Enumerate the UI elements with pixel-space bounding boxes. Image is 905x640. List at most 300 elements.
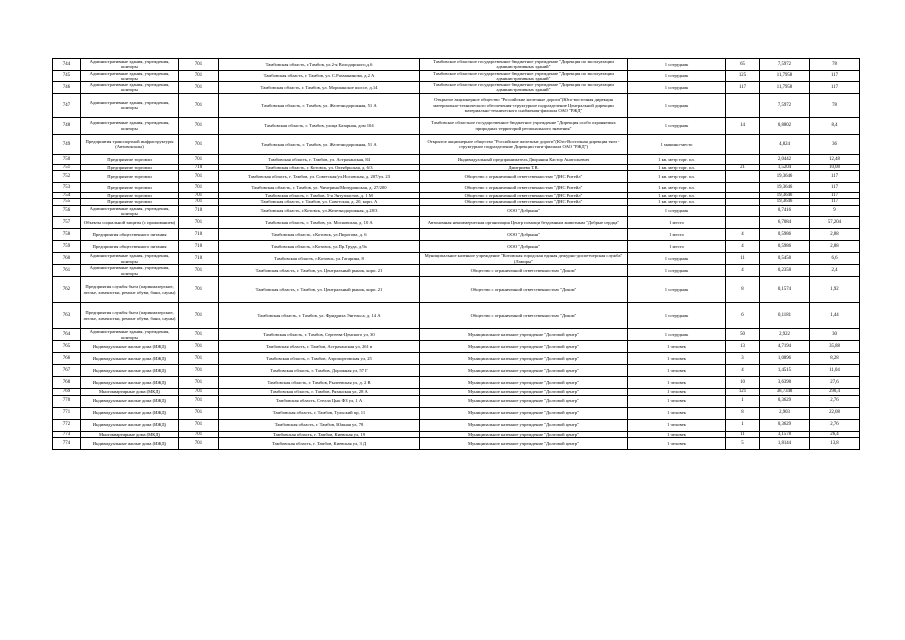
- volume-value-cell: 0,8802: [760, 117, 810, 134]
- calc-unit-cell: 1 человек: [628, 407, 726, 419]
- municipal-code-cell: 701: [179, 277, 219, 303]
- table-row: [53, 59, 860, 71]
- address-cell: Тамбовская область, г. Тамбов, ул. Астраханская, 84: [219, 154, 420, 164]
- object-type-cell: Индивидуальные жилые дома (ИЖД): [81, 407, 179, 419]
- volume-value-cell: 38,7348: [760, 389, 810, 395]
- unit-count-cell: 11: [726, 431, 760, 437]
- unit-count-cell: 3: [726, 353, 760, 365]
- organization-cell: Муниципальное казенное учреждение "Долговой центр": [420, 353, 628, 365]
- table-row: [53, 419, 860, 431]
- address-cell: Тамбовская область, г. Тамбов, ул. Московская, д. 10 А: [219, 217, 420, 229]
- object-type-cell: Административные здания, учреждения, конторы: [81, 205, 179, 217]
- row-number-cell: 760: [53, 253, 81, 265]
- calc-unit-cell: 1 человек: [628, 431, 726, 437]
- row-number-cell: 771: [53, 407, 81, 419]
- volume-value-cell: 0,2358: [760, 265, 810, 277]
- municipal-code-cell: 701: [179, 154, 219, 164]
- unit-count-cell: 4: [726, 365, 760, 377]
- object-type-cell: Объекты социальной защиты (с проживанием): [81, 217, 179, 229]
- municipal-code-cell: 701: [179, 171, 219, 183]
- organization-cell: Муниципальное казенное учреждение "Долговой центр": [420, 407, 628, 419]
- volume-value-cell: 1,0896: [760, 353, 810, 365]
- row-number-cell: 759: [53, 241, 81, 253]
- volume-value-cell: 6,7084: [760, 217, 810, 229]
- organization-cell: Общество с ограниченной ответственностью "ДНС Ритейл": [420, 193, 628, 199]
- organization-cell: Тамбовское областное государственное бюджетное учреждение "Дирекция по эксплуатации административных зданий": [420, 82, 628, 94]
- volume-value-cell: 7,5972: [760, 59, 810, 71]
- table-row: [53, 217, 860, 229]
- table-row: [53, 93, 860, 117]
- object-type-cell: Индивидуальные жилые дома (ИЖД): [81, 365, 179, 377]
- unit-count-cell: 21: [726, 164, 760, 170]
- organization-cell: Индивидуальный предприниматель Дворянин Кастор Анатольевич: [420, 154, 628, 164]
- address-cell: Тамбовская область, г. Тамбов, ул. Фридриха Энгельса, д. 14 А: [219, 303, 420, 329]
- object-type-cell: Административные здания, учреждения, конторы: [81, 117, 179, 134]
- calc-unit-cell: 1 сотрудник: [628, 70, 726, 82]
- volume-value-cell: 0,3629: [760, 395, 810, 407]
- address-cell: Тамбовская область, г. Тамбов, Сергеева-Ценского ул, 30: [219, 329, 420, 341]
- table-row: [53, 395, 860, 407]
- address-cell: Тамбовская область, г. Тамбов, ул. Железнодорожная, 51 А: [219, 134, 420, 154]
- mass-value-cell: 2,88: [810, 229, 860, 241]
- mass-value-cell: 1,44: [810, 303, 860, 329]
- unit-count-cell: 14: [726, 117, 760, 134]
- table-row: [53, 171, 860, 183]
- organization-cell: ООО "Добрыня": [420, 205, 628, 217]
- volume-value-cell: 19,3646: [760, 199, 810, 205]
- unit-count-cell: 6: [726, 303, 760, 329]
- mass-value-cell: 27,6: [810, 377, 860, 389]
- object-type-cell: Индивидуальные жилые дома (ИЖД): [81, 437, 179, 449]
- address-cell: Тамбовская область, г. Тамбов, ул. Советская/ул.Носовская, д. 207/ул. 23: [219, 171, 420, 183]
- organization-cell: Общество с ограниченной ответственностью "Доком": [420, 265, 628, 277]
- table-row: [53, 303, 860, 329]
- unit-count-cell: 125: [726, 70, 760, 82]
- volume-value-cell: 11,7958: [760, 82, 810, 94]
- row-number-cell: 764: [53, 329, 81, 341]
- organization-cell: Тамбовское областное государственное бюджетное учреждение "Дирекция особо охраняемых природных территорий регионального значения": [420, 117, 628, 134]
- volume-value-cell: 0,1181: [760, 303, 810, 329]
- address-cell: Тамбовская область, г. Тамбов, Тульский пр, 11: [219, 407, 420, 419]
- mass-value-cell: 30: [810, 329, 860, 341]
- mass-value-cell: 13,8: [810, 437, 860, 449]
- mass-value-cell: 10,08: [810, 164, 860, 170]
- unit-count-cell: 4: [726, 241, 760, 253]
- mass-value-cell: 117: [810, 70, 860, 82]
- object-type-cell: Административные здания, учреждения, конторы: [81, 70, 179, 82]
- row-number-cell: 744: [53, 59, 81, 71]
- municipal-code-cell: 701: [179, 431, 219, 437]
- unit-count-cell: 1: [726, 395, 760, 407]
- address-cell: Тамбовская область, г. Тамбов, Аэропортовская ул, 25: [219, 353, 420, 365]
- table-row: [53, 183, 860, 193]
- object-type-cell: Многоквартирные дома (МКД): [81, 389, 179, 395]
- document-sheet: [52, 58, 859, 450]
- organization-cell: Общество с ограниченной ответственностью "ДНС Ритейл": [420, 183, 628, 193]
- organization-cell: Автономная некоммерческая организация Центр помощи бездомным животным "Добрые сердца": [420, 217, 628, 229]
- row-number-cell: 773: [53, 431, 81, 437]
- volume-value-cell: 4,824: [760, 134, 810, 154]
- unit-count-cell: 1: [726, 419, 760, 431]
- table-row: [53, 329, 860, 341]
- table-row: [53, 70, 860, 82]
- table-row: [53, 407, 860, 419]
- object-type-cell: Предприятия общественного питания: [81, 241, 179, 253]
- row-number-cell: 754: [53, 193, 81, 199]
- table-row: [53, 353, 860, 365]
- mass-value-cell: 78: [810, 59, 860, 71]
- calc-unit-cell: 1 человек: [628, 437, 726, 449]
- municipal-code-cell: 710: [179, 241, 219, 253]
- organization-cell: Муниципальное казенное учреждение "Долговой центр": [420, 395, 628, 407]
- mass-value-cell: 117: [810, 193, 860, 199]
- row-number-cell: 770: [53, 395, 81, 407]
- table-row: [53, 117, 860, 134]
- calc-unit-cell: 1 сотрудник: [628, 93, 726, 117]
- object-type-cell: Административные здания, учреждения, конторы: [81, 93, 179, 117]
- calc-unit-cell: 1 сотрудник: [628, 329, 726, 341]
- table-row: [53, 241, 860, 253]
- volume-value-cell: 11,7958: [760, 70, 810, 82]
- row-number-cell: 769: [53, 389, 81, 395]
- organization-cell: Общество с ограниченной ответственностью "ДНС Ритейл": [420, 199, 628, 205]
- object-type-cell: Индивидуальные жилые дома (ИЖД): [81, 395, 179, 407]
- row-number-cell: 772: [53, 419, 81, 431]
- municipal-code-cell: 701: [179, 134, 219, 154]
- calc-unit-cell: 1 кв. метр торг. пл.: [628, 171, 726, 183]
- row-number-cell: 768: [53, 377, 81, 389]
- calc-unit-cell: 1 кв. метр торг. пл.: [628, 183, 726, 193]
- calc-unit-cell: 1 кв. метр торг. пл.: [628, 199, 726, 205]
- unit-count-cell: 117: [726, 82, 760, 94]
- mass-value-cell: 26,4: [810, 431, 860, 437]
- mass-value-cell: 290,4: [810, 389, 860, 395]
- volume-value-cell: 2,0442: [760, 154, 810, 164]
- row-number-cell: 753: [53, 183, 81, 193]
- unit-count-cell: 8: [726, 407, 760, 419]
- address-cell: Тамбовская область, г. Тамбов, Киевская ул, 3 Д: [219, 437, 420, 449]
- row-number-cell: 763: [53, 303, 81, 329]
- table-row: [53, 154, 860, 164]
- volume-value-cell: 0,5986: [760, 241, 810, 253]
- municipal-code-cell: 701: [179, 303, 219, 329]
- calc-unit-cell: 1 сотрудник: [628, 205, 726, 217]
- calc-unit-cell: 1 сотрудник: [628, 303, 726, 329]
- volume-value-cell: 3,6398: [760, 377, 810, 389]
- municipal-code-cell: 701: [179, 117, 219, 134]
- volume-value-cell: 0,7416: [760, 205, 810, 217]
- municipal-code-cell: 701: [179, 437, 219, 449]
- organization-cell: ООО "Добрыня": [420, 229, 628, 241]
- address-cell: Тамбовская область, г. Тамбов, ул. Чичерина/Мичуринская, д. 27/200: [219, 183, 420, 193]
- row-number-cell: 755: [53, 199, 81, 205]
- unit-count-cell: [726, 93, 760, 117]
- volume-value-cell: 0,5458: [760, 253, 810, 265]
- mass-value-cell: 2,76: [810, 395, 860, 407]
- municipal-code-cell: 701: [179, 419, 219, 431]
- calc-unit-cell: 1 место: [628, 229, 726, 241]
- object-type-cell: Предприятия службы быта (парикмахерские, ателье, химчистки, ремонт обуви, бани, сауны): [81, 277, 179, 303]
- address-cell: Тамбовская область, г. Тамбов, 5-я Энтузиастов, д. 1 М: [219, 193, 420, 199]
- municipal-code-cell: 701: [179, 329, 219, 341]
- row-number-cell: 767: [53, 365, 81, 377]
- object-type-cell: Предприятие торговли: [81, 193, 179, 199]
- mass-value-cell: 117: [810, 199, 860, 205]
- municipal-code-cell: 701: [179, 70, 219, 82]
- municipal-code-cell: 701: [179, 389, 219, 395]
- volume-value-cell: 0,5986: [760, 229, 810, 241]
- row-number-cell: 761: [53, 265, 81, 277]
- table-row: [53, 253, 860, 265]
- mass-value-cell: 8,4: [810, 117, 860, 134]
- row-number-cell: 774: [53, 437, 81, 449]
- municipal-code-cell: 701: [179, 199, 219, 205]
- register-table: [52, 58, 860, 450]
- municipal-code-cell: 710: [179, 205, 219, 217]
- calc-unit-cell: 1 человек: [628, 377, 726, 389]
- address-cell: Тамбовская область, г. Тамбов, Рылеевская ул, д. 2 В: [219, 377, 420, 389]
- organization-cell: Муниципальное казенное учреждение "Котовская городская единая дежурно-диспетчерская служба" (Ламоры": [420, 253, 628, 265]
- organization-cell: Муниципальное казенное учреждение "Долговой центр": [420, 341, 628, 353]
- calc-unit-cell: 1 место: [628, 217, 726, 229]
- mass-value-cell: 1,92: [810, 277, 860, 303]
- table-row: [53, 134, 860, 154]
- object-type-cell: Предприятие торговли: [81, 154, 179, 164]
- unit-count-cell: 11: [726, 253, 760, 265]
- unit-count-cell: 4: [726, 265, 760, 277]
- calc-unit-cell: 1 кв. метр торг. пл.: [628, 193, 726, 199]
- address-cell: Тамбовская область, г.Котовск, ул.Железнодорожная, д.28/3: [219, 205, 420, 217]
- address-cell: Тамбовская область, г. Тамбов, ул. Центральный рынок, корп. 21: [219, 277, 420, 303]
- mass-value-cell: 117: [810, 82, 860, 94]
- volume-value-cell: 1,8144: [760, 437, 810, 449]
- volume-value-cell: 19,3646: [760, 193, 810, 199]
- organization-cell: Муниципальное казенное учреждение "Долговой центр": [420, 365, 628, 377]
- address-cell: Тамбовская область, Стелла Цык ФЗ ул, 1 А: [219, 395, 420, 407]
- organization-cell: Открытое акционерное общество "Российские железные дороги"(Юго-восточная дирекция материально-технического обеспечения-структурное подразделение Центральной дирекции материально-технического снабжения-филиала ОАО "РЖД": [420, 93, 628, 117]
- object-type-cell: Административные здания, учреждения, конторы: [81, 82, 179, 94]
- address-cell: Тамбовская область, г.Котовск, ул.Пр.Труда, д.9а: [219, 241, 420, 253]
- calc-unit-cell: 1 кв. метр торг. пл.: [628, 164, 726, 170]
- mass-value-cell: 12,48: [810, 154, 860, 164]
- table-row: [53, 377, 860, 389]
- municipal-code-cell: 701: [179, 341, 219, 353]
- organization-cell: Муниципальное казенное учреждение "Долговой центр": [420, 431, 628, 437]
- row-number-cell: 746: [53, 82, 81, 94]
- mass-value-cell: 2,88: [810, 241, 860, 253]
- address-cell: Тамбовская область, г. Тамбов, Киевская ул, 19: [219, 431, 420, 437]
- unit-count-cell: [726, 154, 760, 164]
- municipal-code-cell: 710: [179, 229, 219, 241]
- calc-unit-cell: 1 человек: [628, 419, 726, 431]
- object-type-cell: Индивидуальные жилые дома (ИЖД): [81, 353, 179, 365]
- municipal-code-cell: 701: [179, 82, 219, 94]
- row-number-cell: 745: [53, 70, 81, 82]
- mass-value-cell: 35,88: [810, 341, 860, 353]
- calc-unit-cell: 1 место: [628, 241, 726, 253]
- unit-count-cell: 121: [726, 389, 760, 395]
- address-cell: Тамбовская область, г. Тамбов, улица Базарная, дом 104: [219, 117, 420, 134]
- municipal-code-cell: 701: [179, 353, 219, 365]
- row-number-cell: 758: [53, 229, 81, 241]
- address-cell: Тамбовская область, г. Тамбов, ул. С.Рахманинова, д.2 А: [219, 70, 420, 82]
- volume-value-cell: 0,1574: [760, 277, 810, 303]
- object-type-cell: Административные здания, учреждения, конторы: [81, 329, 179, 341]
- organization-cell: Дмитриева Т.В.: [420, 164, 628, 170]
- object-type-cell: Административные здания, учреждения, конторы: [81, 59, 179, 71]
- row-number-cell: 766: [53, 353, 81, 365]
- municipal-code-cell: 701: [179, 365, 219, 377]
- table-row: [53, 277, 860, 303]
- mass-value-cell: 9: [810, 205, 860, 217]
- address-cell: Тамбовская область, г. Котовск, ул. Октябрьская, д. 6/3: [219, 164, 420, 170]
- address-cell: Тамбовская область, г. Тамбов, ул. Железнодорожная, 51 А: [219, 93, 420, 117]
- municipal-code-cell: 710: [179, 164, 219, 170]
- unit-count-cell: [726, 217, 760, 229]
- organization-cell: Муниципальное казенное учреждение "Долговой центр": [420, 329, 628, 341]
- object-type-cell: Предприятие торговли: [81, 171, 179, 183]
- calc-unit-cell: 1 человек: [628, 365, 726, 377]
- row-number-cell: 749: [53, 134, 81, 154]
- unit-count-cell: 8: [726, 277, 760, 303]
- object-type-cell: Предприятия службы быта (парикмахерские, ателье, химчистки, ремонт обуви, бани, сауны): [81, 303, 179, 329]
- calc-unit-cell: 1 машино-место: [628, 134, 726, 154]
- mass-value-cell: 8,28: [810, 353, 860, 365]
- calc-unit-cell: 1 сотрудник: [628, 265, 726, 277]
- municipal-code-cell: 701: [179, 217, 219, 229]
- volume-value-cell: 19,3646: [760, 183, 810, 193]
- calc-unit-cell: 1 человек: [628, 395, 726, 407]
- municipal-code-cell: 701: [179, 183, 219, 193]
- address-cell: Тамбовская область, г.Котовск, ул.Гагарина, 8: [219, 253, 420, 265]
- mass-value-cell: 2,4: [810, 265, 860, 277]
- volume-value-cell: 7,5972: [760, 93, 810, 117]
- row-number-cell: 757: [53, 217, 81, 229]
- unit-count-cell: [726, 171, 760, 183]
- address-cell: Тамбовская область, г. Тамбов, Астраханская ул, 261 в: [219, 341, 420, 353]
- object-type-cell: Многоквартирные дома (МКД): [81, 431, 179, 437]
- table-row: [53, 437, 860, 449]
- mass-value-cell: 11,04: [810, 365, 860, 377]
- volume-value-cell: 3,1578: [760, 431, 810, 437]
- organization-cell: Открытое акционерное общество "Российские железные дороги"(Юго-Восточная дирекция тяги - структурное подразделение Дирекции тяги-филиала ОАО "РЖД"): [420, 134, 628, 154]
- organization-cell: ООО "Добрыня": [420, 241, 628, 253]
- mass-value-cell: 2,76: [810, 419, 860, 431]
- organization-cell: Общество с ограниченной ответственностью "Доком": [420, 303, 628, 329]
- mass-value-cell: 22,08: [810, 407, 860, 419]
- volume-value-cell: 2,922: [760, 329, 810, 341]
- object-type-cell: Административные здания, учреждения, конторы: [81, 265, 179, 277]
- volume-value-cell: 0,3629: [760, 419, 810, 431]
- row-number-cell: 765: [53, 341, 81, 353]
- row-number-cell: 762: [53, 277, 81, 303]
- municipal-code-cell: 701: [179, 93, 219, 117]
- address-cell: Тамбовская область, г. Тамбов, Рязанская ул, 28 А: [219, 389, 420, 395]
- calc-unit-cell: 1 сотрудник: [628, 253, 726, 265]
- municipal-code-cell: 701: [179, 395, 219, 407]
- object-type-cell: Индивидуальные жилые дома (ИЖД): [81, 419, 179, 431]
- address-cell: Тамбовская область, г.Котовск, ул.Пирогова, д. 6: [219, 229, 420, 241]
- mass-value-cell: 78: [810, 93, 860, 117]
- organization-cell: Муниципальное казенное учреждение "Долговой центр": [420, 377, 628, 389]
- calc-unit-cell: 1 сотрудник: [628, 59, 726, 71]
- organization-cell: Тамбовское областное государственное бюджетное учреждение "Дирекция по эксплуатации административных зданий": [420, 59, 628, 71]
- address-cell: Тамбовская область, г. Тамбов, Дорожная ул, 57 Г: [219, 365, 420, 377]
- mass-value-cell: 117: [810, 183, 860, 193]
- organization-cell: Муниципальное казенное учреждение "Долговой центр": [420, 437, 628, 449]
- calc-unit-cell: 1 человек: [628, 389, 726, 395]
- table-row: [53, 265, 860, 277]
- object-type-cell: Предприятие торговли: [81, 199, 179, 205]
- object-type-cell: Предприятие торговли: [81, 164, 179, 170]
- object-type-cell: Административные здания, учреждения, конторы: [81, 253, 179, 265]
- organization-cell: Тамбовское областное государственное бюджетное учреждение "Дирекция по эксплуатации административных зданий": [420, 70, 628, 82]
- object-type-cell: Предприятия общественного питания: [81, 229, 179, 241]
- table-row: [53, 82, 860, 94]
- volume-value-cell: 1,4515: [760, 365, 810, 377]
- volume-value-cell: 19,3646: [760, 171, 810, 183]
- organization-cell: Муниципальное казенное учреждение "Долговой центр": [420, 389, 628, 395]
- municipal-code-cell: 710: [179, 253, 219, 265]
- object-type-cell: Индивидуальные жилые дома (ИЖД): [81, 341, 179, 353]
- address-cell: Тамбовская область, г.Тамбов, ул.2-я Володарского,д.6: [219, 59, 420, 71]
- unit-count-cell: 13: [726, 341, 760, 353]
- table-row: [53, 341, 860, 353]
- address-cell: Тамбовская область, г. Тамбов, ул. Советская, д. 20, корп. А: [219, 199, 420, 205]
- mass-value-cell: 117: [810, 171, 860, 183]
- row-number-cell: 756: [53, 205, 81, 217]
- calc-unit-cell: 1 человек: [628, 341, 726, 353]
- unit-count-cell: 65: [726, 59, 760, 71]
- unit-count-cell: 50: [726, 329, 760, 341]
- address-cell: Тамбовская область, г. Тамбов, ул. Центральный рынок, корп. 21: [219, 265, 420, 277]
- unit-count-cell: 4: [726, 229, 760, 241]
- table-row: [53, 365, 860, 377]
- row-number-cell: 748: [53, 117, 81, 134]
- municipal-code-cell: 701: [179, 377, 219, 389]
- row-number-cell: 752: [53, 171, 81, 183]
- object-type-cell: Предприятие торговли: [81, 183, 179, 193]
- unit-count-cell: [726, 205, 760, 217]
- municipal-code-cell: 701: [179, 59, 219, 71]
- volume-value-cell: 2,903: [760, 407, 810, 419]
- calc-unit-cell: 1 кв. метр торг. пл.: [628, 154, 726, 164]
- table-body: [53, 59, 860, 450]
- row-number-cell: 751: [53, 164, 81, 170]
- municipal-code-cell: 701: [179, 407, 219, 419]
- unit-count-cell: 5: [726, 437, 760, 449]
- organization-cell: Общество с ограниченной ответственностью "ДНС Ритейл": [420, 171, 628, 183]
- object-type-cell: Индивидуальные жилые дома (ИЖД): [81, 377, 179, 389]
- mass-value-cell: 6,6: [810, 253, 860, 265]
- row-number-cell: 747: [53, 93, 81, 117]
- row-number-cell: 750: [53, 154, 81, 164]
- mass-value-cell: 57,204: [810, 217, 860, 229]
- calc-unit-cell: 1 сотрудник: [628, 277, 726, 303]
- municipal-code-cell: 701: [179, 265, 219, 277]
- volume-value-cell: 4,7194: [760, 341, 810, 353]
- unit-count-cell: [726, 134, 760, 154]
- object-type-cell: Предприятия транспортной инфраструктуры (Автовокзалы): [81, 134, 179, 154]
- calc-unit-cell: 1 сотрудник: [628, 117, 726, 134]
- table-row: [53, 205, 860, 217]
- calc-unit-cell: 1 сотрудник: [628, 82, 726, 94]
- calc-unit-cell: 1 человек: [628, 353, 726, 365]
- address-cell: Тамбовская область, г. Тамбов, Южная ул, 78: [219, 419, 420, 431]
- municipal-code-cell: 701: [179, 193, 219, 199]
- mass-value-cell: 36: [810, 134, 860, 154]
- unit-count-cell: [726, 183, 760, 193]
